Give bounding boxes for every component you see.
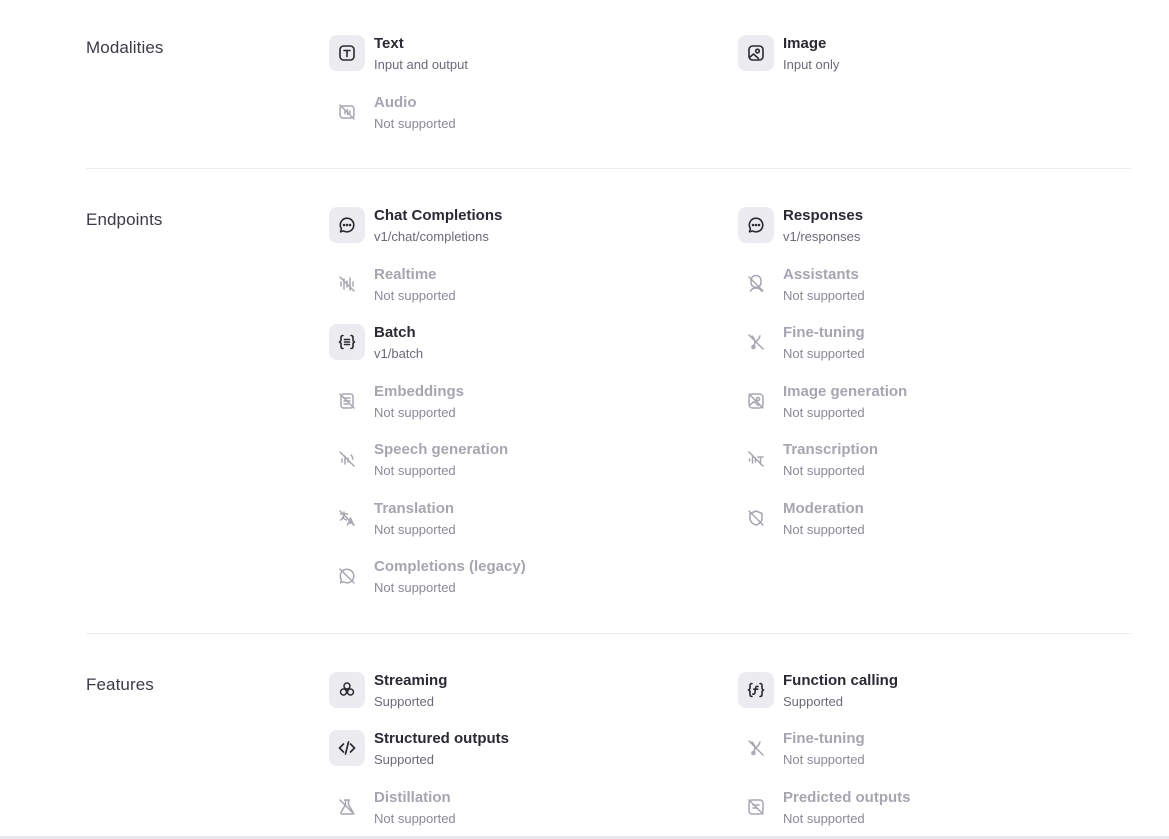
- feature-predicted-outputs: [738, 789, 1118, 829]
- item-title: Text: [374, 35, 404, 52]
- item-subtitle: Not supported: [783, 463, 865, 478]
- item-title: Embeddings: [374, 383, 465, 400]
- item-title: Batch: [374, 324, 416, 341]
- item-subtitle: Not supported: [783, 752, 865, 767]
- item-subtitle: Not supported: [783, 288, 865, 303]
- item-subtitle: Not supported: [783, 405, 865, 420]
- item-title: Transcription: [783, 441, 879, 458]
- item-title: Structured outputs: [374, 730, 509, 747]
- fine-tuning-off-icon: [738, 730, 774, 766]
- code-icon: [329, 730, 365, 766]
- item-subtitle: Not supported: [783, 811, 865, 826]
- feature-function-calling: [738, 672, 1118, 712]
- item-subtitle: v1/batch: [374, 346, 424, 361]
- item-subtitle: Not supported: [374, 288, 456, 303]
- function-icon: [738, 672, 774, 708]
- item-title: Fine-tuning: [783, 730, 865, 747]
- item-subtitle: Not supported: [374, 522, 456, 537]
- predicted-off-icon: [738, 789, 774, 825]
- item-subtitle: Supported: [374, 694, 434, 709]
- item-title: Predicted outputs: [783, 789, 911, 806]
- section-label-endpoints: Endpoints: [86, 210, 163, 229]
- item-title: Streaming: [374, 672, 448, 689]
- feature-distillation: [329, 789, 709, 829]
- item-subtitle: Input only: [783, 57, 840, 72]
- item-subtitle: v1/chat/completions: [374, 229, 489, 244]
- feature-structured-outputs: [329, 730, 709, 770]
- feature-fine-tuning: [738, 730, 1118, 770]
- item-subtitle: Not supported: [374, 580, 456, 595]
- item-title: Completions (legacy): [374, 558, 526, 575]
- distillation-off-icon: [329, 789, 365, 825]
- item-subtitle: Not supported: [374, 463, 456, 478]
- section-label-modalities: Modalities: [86, 38, 164, 57]
- item-title: Function calling: [783, 672, 898, 689]
- item-subtitle: Supported: [374, 752, 434, 767]
- item-title: Translation: [374, 500, 455, 517]
- section-label-features: Features: [86, 675, 154, 694]
- item-title: Fine-tuning: [783, 324, 865, 341]
- item-title: Audio: [374, 94, 417, 111]
- streaming-icon: [329, 672, 365, 708]
- item-title: Image generation: [783, 383, 908, 400]
- item-title: Distillation: [374, 789, 451, 806]
- item-subtitle: Not supported: [374, 811, 456, 826]
- item-subtitle: Not supported: [374, 116, 456, 131]
- item-title: Image: [783, 35, 827, 52]
- item-subtitle: Input and output: [374, 57, 468, 72]
- item-title: Moderation: [783, 500, 864, 517]
- item-title: Realtime: [374, 266, 437, 283]
- item-title: Chat Completions: [374, 207, 503, 224]
- item-subtitle: Not supported: [783, 346, 865, 361]
- feature-streaming: [329, 672, 709, 712]
- item-subtitle: Not supported: [783, 522, 865, 537]
- item-subtitle: Not supported: [374, 405, 456, 420]
- item-title: Responses: [783, 207, 864, 224]
- item-subtitle: v1/responses: [783, 229, 861, 244]
- item-title: Speech generation: [374, 441, 509, 458]
- item-subtitle: Supported: [783, 694, 843, 709]
- item-title: Assistants: [783, 266, 859, 283]
